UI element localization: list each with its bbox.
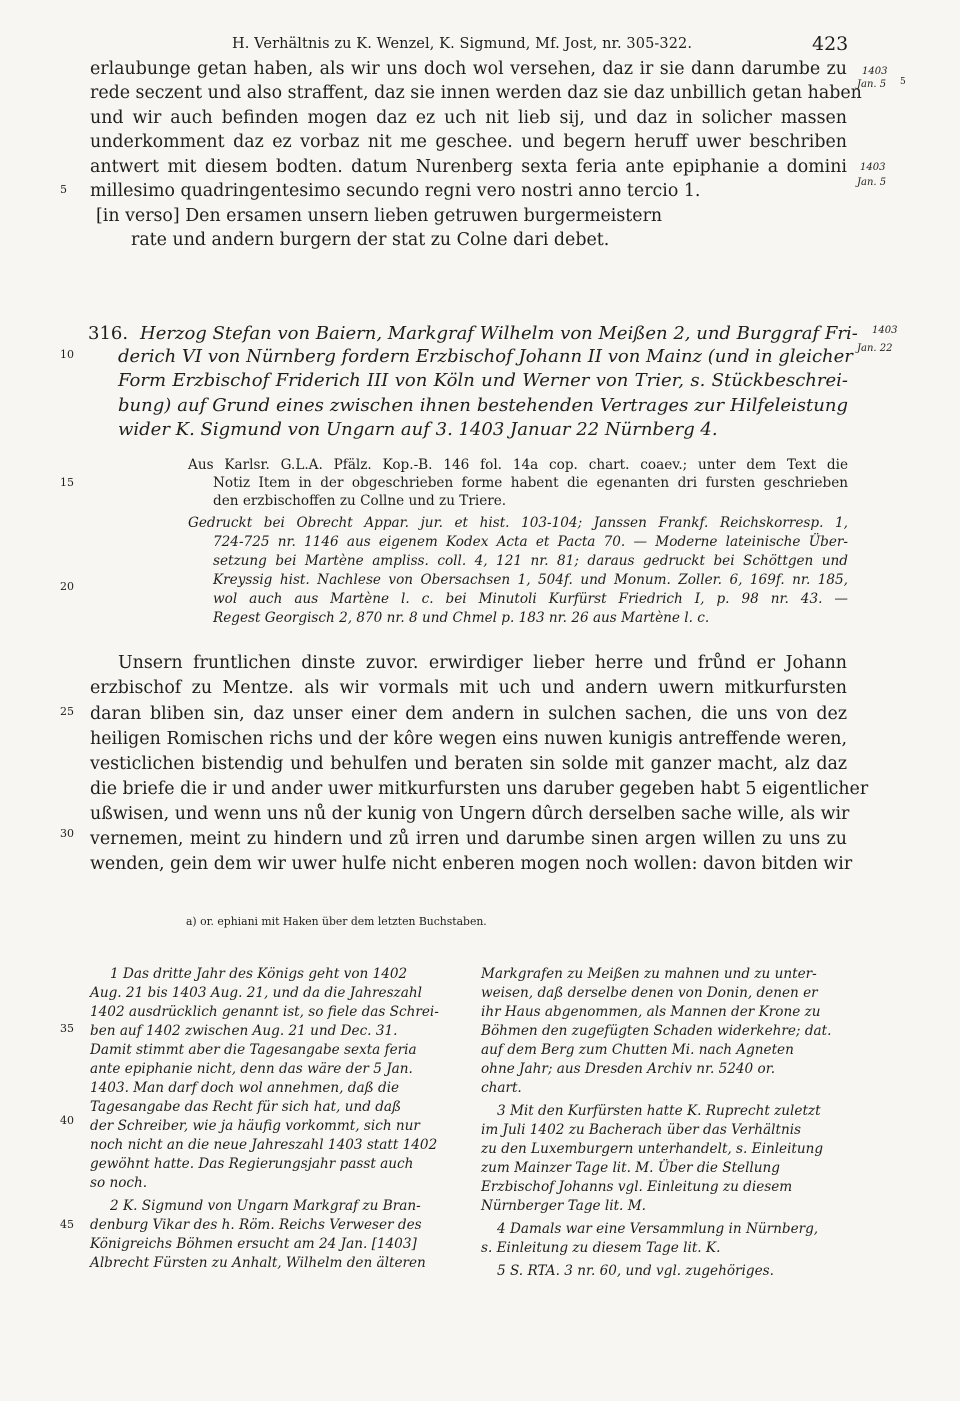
source-line: Notiz Item in der obgeschrieben forme habent die egenanten dri fursten geschrieben bbox=[213, 475, 848, 491]
text-line: millesimo quadringentesimo secundo regni vero nostri anno tercio 1. bbox=[90, 181, 701, 201]
footnote-line: Damit stimmt aber die Tagesangabe sexta feria bbox=[90, 1042, 417, 1058]
line-number: 15 bbox=[60, 476, 74, 489]
running-title: H. Verhältnis zu K. Wenzel, K. Sigmund, Mf. Jost, nr. 305-322. bbox=[232, 36, 693, 52]
line-number: 25 bbox=[60, 705, 74, 718]
margin-year: 1403 bbox=[860, 162, 886, 173]
margin-date: Jan. 5 bbox=[857, 177, 887, 188]
line-number: 30 bbox=[60, 827, 74, 840]
regest-line: wider K. Sigmund von Ungarn auf 3. 1403 Januar 22 Nürnberg 4. bbox=[118, 419, 718, 440]
footnote-line: chart. bbox=[481, 1080, 522, 1096]
margin-year: 1403 bbox=[872, 325, 898, 336]
footnote-line: 3 Mit den Kurfürsten hatte K. Ruprecht zuletzt bbox=[497, 1103, 821, 1119]
letter-line: erzbischof zu Mentze. als wir vormals mit uch und andern uwern mitkurfursten bbox=[90, 678, 847, 698]
source-line: wol auch aus Martène l. c. bei Minutoli Kurfürst Friedrich I, p. 98 nr. 43. — bbox=[213, 591, 848, 607]
source-line: den erzbischoffen zu Collne und zu Triere. bbox=[213, 493, 507, 509]
footnote-line: im Juli 1402 zu Bacherach über das Verhältnis bbox=[481, 1122, 802, 1138]
letter-line: heiligen Romischen richs und der kôre wegen eins nuwen kunigis antreffende weren, bbox=[90, 729, 847, 749]
text-line: [in verso] Den ersamen unsern lieben getruwen burgermeistern bbox=[96, 206, 663, 226]
footnote-line: Albrecht Fürsten zu Anhalt, Wilhelm den älteren bbox=[90, 1255, 426, 1271]
footnote-line: weisen, daß derselbe denen von Donin, denen er bbox=[481, 985, 818, 1001]
text-line: underkomment daz ez vorbaz nit me geschee. und begern heruff uwer beschriben bbox=[90, 132, 847, 152]
letter-line: vernemen, meint zu hindern und zů irren und darumbe sinen argen willen zu uns zu bbox=[90, 829, 847, 849]
footnote-line: Erzbischof Johanns vgl. Einleitung zu diesem bbox=[481, 1179, 793, 1195]
margin-date: Jan. 22 bbox=[857, 343, 893, 354]
footnote-line: gewöhnt hatte. Das Regierungsjahr passt auch bbox=[90, 1156, 414, 1172]
source-line: Regest Georgisch 2, 870 nr. 8 und Chmel p. 183 nr. 26 aus Martène l. c. bbox=[213, 610, 710, 626]
footnote-line: 1403. Man darf doch wol annehmen, daß die bbox=[90, 1080, 400, 1096]
footnote-line: s. Einleitung zu diesem Tage lit. K. bbox=[481, 1240, 721, 1256]
margin-year: 1403 bbox=[862, 66, 888, 77]
footnote-line: noch nicht an die neue Jahreszahl 1403 statt 1402 bbox=[90, 1137, 438, 1153]
source-line: Gedruckt bei Obrecht Appar. jur. et hist. 103-104; Janssen Frankf. Reichskorresp. 1, bbox=[188, 515, 848, 531]
source-line: 724-725 nr. 1146 aus eigenem Kodex Acta et Pacta 70. — Moderne lateinische Über- bbox=[213, 534, 848, 550]
text-line: rate und andern burgern der stat zu Colne dari debet. bbox=[131, 230, 610, 250]
regest-line: derich VI von Nürnberg fordern Erzbischof Johann II von Mainz (und in gleicher bbox=[118, 346, 853, 367]
footnote-line: auf dem Berg zum Chutten Mi. nach Agneten bbox=[481, 1042, 794, 1058]
letter-line: vesticlichen bistendig und behulfen und beraten sin solde mit ganzer macht, alz daz bbox=[90, 754, 847, 774]
regest-line: Form Erzbischof Friderich III von Köln und Werner von Trier, s. Stückbeschrei- bbox=[118, 370, 848, 391]
footnote-line: Böhmen den zugefügten Schaden widerkehre; dat. bbox=[481, 1023, 832, 1039]
regest-line: bung) auf Grund eines zwischen ihnen bestehenden Vertrages zur Hilfeleistung bbox=[118, 395, 848, 416]
letter-line: daran bliben sin, daz unser einer dem andern in sulchen sachen, die uns von dez bbox=[90, 704, 847, 724]
footnote-line: zum Mainzer Tage lit. M. Über die Stellung bbox=[481, 1160, 780, 1176]
margin-date: Jan. 5 bbox=[857, 79, 887, 90]
source-line: Aus Karlsr. G.L.A. Pfälz. Kop.-B. 146 fol. 14a cop. chart. coaev.; unter dem Text die bbox=[188, 457, 848, 473]
footnote-line: 4 Damals war eine Versammlung in Nürnberg, bbox=[497, 1221, 819, 1237]
footnote-line: Tagesangabe das Recht für sich hat, und daß bbox=[90, 1099, 402, 1115]
line-number: 20 bbox=[60, 580, 74, 593]
letter-line: die briefe die ir und ander uwer mitkurfursten uns daruber gegeben habt 5 eigentlicher bbox=[90, 779, 869, 799]
footnote-line: Nürnberger Tage lit. M. bbox=[481, 1198, 646, 1214]
line-number: 40 bbox=[60, 1114, 74, 1127]
textual-note: a) or. ephiani mit Haken über dem letzten Buchstaben. bbox=[186, 915, 487, 928]
text-line: erlaubunge getan haben, als wir uns doch wol versehen, daz ir sie dann darumbe zu bbox=[90, 59, 847, 79]
footnote-line: Markgrafen zu Meißen zu mahnen und zu unter- bbox=[481, 966, 817, 982]
regest-line: Herzog Stefan von Baiern, Markgraf Wilhelm von Meißen 2, und Burggraf Fri- bbox=[140, 323, 858, 344]
footnote-line: 2 K. Sigmund von Ungarn Markgraf zu Bran- bbox=[110, 1198, 421, 1214]
footnote-line: Aug. 21 bis 1403 Aug. 21, und da die Jahreszahl bbox=[90, 985, 422, 1001]
page-number: 423 bbox=[812, 33, 849, 55]
footnote-line: 5 S. RTA. 3 nr. 60, und vgl. zugehöriges. bbox=[497, 1263, 774, 1279]
footnote-line: zu den Luxemburgern unterhandelt, s. Einleitung bbox=[481, 1141, 824, 1157]
footnote-line: ben auf 1402 zwischen Aug. 21 und Dec. 31. bbox=[90, 1023, 398, 1039]
regest-number: 316. bbox=[88, 323, 129, 344]
footnote-line: ohne Jahr; aus Dresden Archiv nr. 5240 or. bbox=[481, 1061, 776, 1077]
line-number: 35 bbox=[60, 1022, 74, 1035]
footnote-line: so noch. bbox=[90, 1175, 148, 1191]
line-number: 45 bbox=[60, 1218, 74, 1231]
source-line: setzung bei Martène ampliss. coll. 4, 121 nr. 81; daraus gedruckt bei Schöttgen und bbox=[213, 553, 848, 569]
text-line: rede seczent und also straffent, daz sie innen werden daz sie daz unbillich getan haben bbox=[90, 83, 862, 103]
text-line: und wir auch befinden mogen daz ez uch nit lieb sij, und daz in solicher massen bbox=[90, 108, 847, 128]
footnote-line: Königreichs Böhmen ersucht am 24 Jan. [1403] bbox=[90, 1236, 417, 1252]
line-number: 10 bbox=[60, 348, 74, 361]
margin-superscript: 5 bbox=[900, 77, 906, 87]
footnote-line: ihr Haus abgenommen, als Mannen der Krone zu bbox=[481, 1004, 821, 1020]
footnote-line: der Schreiber, wie ja häufig vorkommt, sich nur bbox=[90, 1118, 420, 1134]
letter-line: ußwisen, und wenn uns nů der kunig von Ungern dûrch derselben sache wille, als wir bbox=[90, 804, 850, 824]
letter-line: Unsern fruntlichen dinste zuvor. erwirdiger lieber herre und frůnd er Johann bbox=[118, 653, 847, 673]
line-number: 5 bbox=[60, 183, 67, 196]
footnote-line: denburg Vikar des h. Röm. Reichs Verweser des bbox=[90, 1217, 422, 1233]
letter-line: wenden, gein dem wir uwer hulfe nicht enberen mogen noch wollen: davon bitden wir bbox=[90, 854, 853, 874]
text-line: antwert mit diesem bodten. datum Nurenberg sexta feria ante epiphanie a domini bbox=[90, 157, 847, 177]
footnote-line: 1402 ausdrücklich genannt ist, so fiele das Schrei- bbox=[90, 1004, 439, 1020]
source-line: Kreyssig hist. Nachlese von Obersachsen 1, 504f. und Monum. Zoller. 6, 169f. nr. 185, bbox=[213, 572, 848, 588]
footnote-line: ante epiphanie nicht, denn das wäre der 5 Jan. bbox=[90, 1061, 413, 1077]
footnote-line: 1 Das dritte Jahr des Königs geht von 1402 bbox=[110, 966, 408, 982]
